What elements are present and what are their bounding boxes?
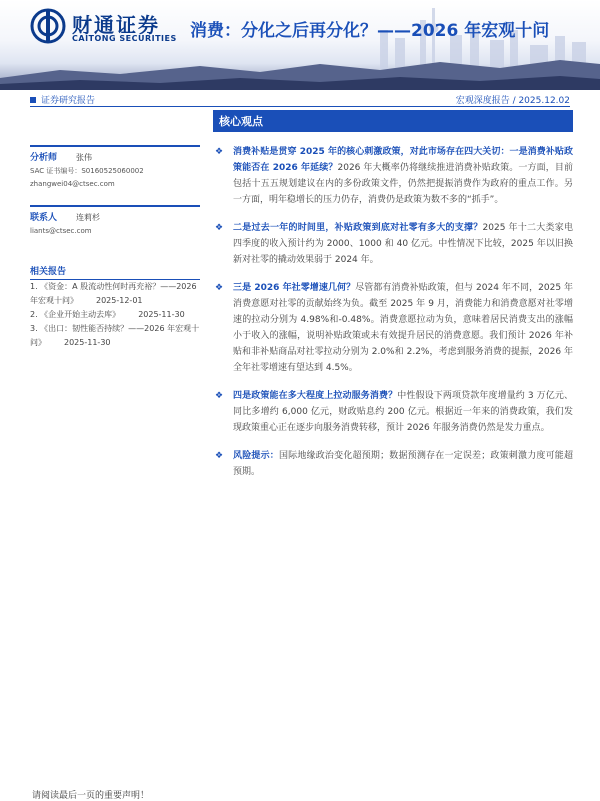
report-type-date: 宏观深度报告 / 2025.12.02 xyxy=(455,96,570,106)
analyst-row xyxy=(30,151,200,165)
sidebar xyxy=(30,145,200,350)
diamond-bullet-icon: ❖ xyxy=(215,451,224,461)
bullet-point: ❖ 消费补贴是贯穿 2025 年的核心刺激政策，对此市场存在四大关切：一是消费补贴政策能否在 2026 年延续？2026 年大概率仍将继续推进消费补贴政策。一方面，目前包括十五五规划建议在内的多份政策文件，仍然把提振消费作为政府的重点工作。另一方面，明年稳增长的压力仍存，消费仍是政策为数不多的“抓手”。 xyxy=(213,144,573,208)
related-report-item[interactable]: 2. 《企业开始主动去库》 2025-11-30 xyxy=(30,310,185,319)
diamond-bullet-icon: ❖ xyxy=(215,391,224,401)
core-views-heading: 核心观点 xyxy=(213,110,573,132)
related-report-item[interactable]: 3. 《出口：韧性能否持续？——2026 年宏观十问》 2025-11-30 xyxy=(30,324,200,347)
analyst-email[interactable]: zhangwei04@ctsec.com xyxy=(30,180,115,188)
logo-en-text: CAITONG SECURITIES xyxy=(72,34,177,43)
contact-name: 连莉杉 xyxy=(76,213,100,222)
bullet-point: ❖ 四是政策能在多大程度上拉动服务消费？中性假设下两项贷款年度增量约 3 万亿元、同比多增约 6,000 亿元，财政贴息约 200 亿元。根据近一年来的消费政策，我们发现政策重心正在逐步向服务消费转移，预计 2026 年服务消费仍然是发力重点。 xyxy=(213,388,573,436)
caitong-logo-icon xyxy=(30,8,66,44)
main-content xyxy=(213,110,573,480)
report-category-label: 证券研究报告 xyxy=(41,96,96,106)
analyst-name: 张伟 xyxy=(76,153,92,162)
diamond-bullet-icon: ❖ xyxy=(215,147,224,157)
header-divider xyxy=(30,106,570,107)
square-bullet-icon xyxy=(30,97,36,103)
diamond-bullet-icon: ❖ xyxy=(215,223,224,233)
contact-block xyxy=(30,205,200,238)
related-reports-list xyxy=(30,280,200,350)
sac-number: SAC 证书编号：S0160525060002 xyxy=(30,167,144,175)
bullet-point: ❖ 二是过去一年的时间里，补贴政策到底对社零有多大的支撑？2025 年十二大类家电四季度的收入预计约为 2000、1000 和 40 亿元。中性情况下比较，2025 年以旧换新对社零的撬动效果弱于 2024 年。 xyxy=(213,220,573,268)
bullet-point: ❖ 三是 2026 年社零增速几何？尽管都有消费补贴政策，但与 2024 年不同，2025 年消费意愿对社零的贡献始终为负。截至 2025 年 9 月，消费能力和消费意愿对社零增速的拉动分别为 4.98%和-0.48%。消费意愿拉动为负，意味着居民消费支出的涨幅小于收入的涨幅，说明补贴政策或未有效提升居民的消费意愿。我们预计 2026 年补贴和非补贴商品对社零拉动分别为 2.0%和 2.2%，考虑到服务消费的提振，2026 年全年社零增速有望达到 4.5%。 xyxy=(213,280,573,376)
header-banner xyxy=(0,0,600,90)
bullet-point: ❖ 风险提示：国际地缘政治变化超预期；数据预测存在一定误差；政策刺激力度可能超预期。 xyxy=(213,448,573,480)
contact-row xyxy=(30,211,200,225)
diamond-bullet-icon: ❖ xyxy=(215,283,224,293)
contact-email[interactable]: liants@ctsec.com xyxy=(30,227,92,235)
analyst-block xyxy=(30,145,200,191)
logo-cn-text: 财通证券 xyxy=(72,13,160,37)
caitong-logo xyxy=(30,6,190,48)
report-title: 消费：分化之后再分化？——2026 年宏观十问 xyxy=(190,21,550,41)
disclaimer-footer: 请阅读最后一页的重要声明！ xyxy=(32,791,150,801)
related-reports-title: 相关报告 xyxy=(30,264,200,280)
related-report-item[interactable]: 1. 《资金：A 股流动性何时再充裕？——2026 年宏观十问》 2025-12-01 xyxy=(30,282,197,305)
contact-label: 联系人 xyxy=(30,213,58,223)
report-category xyxy=(30,93,95,106)
analyst-label: 分析师 xyxy=(30,153,58,163)
